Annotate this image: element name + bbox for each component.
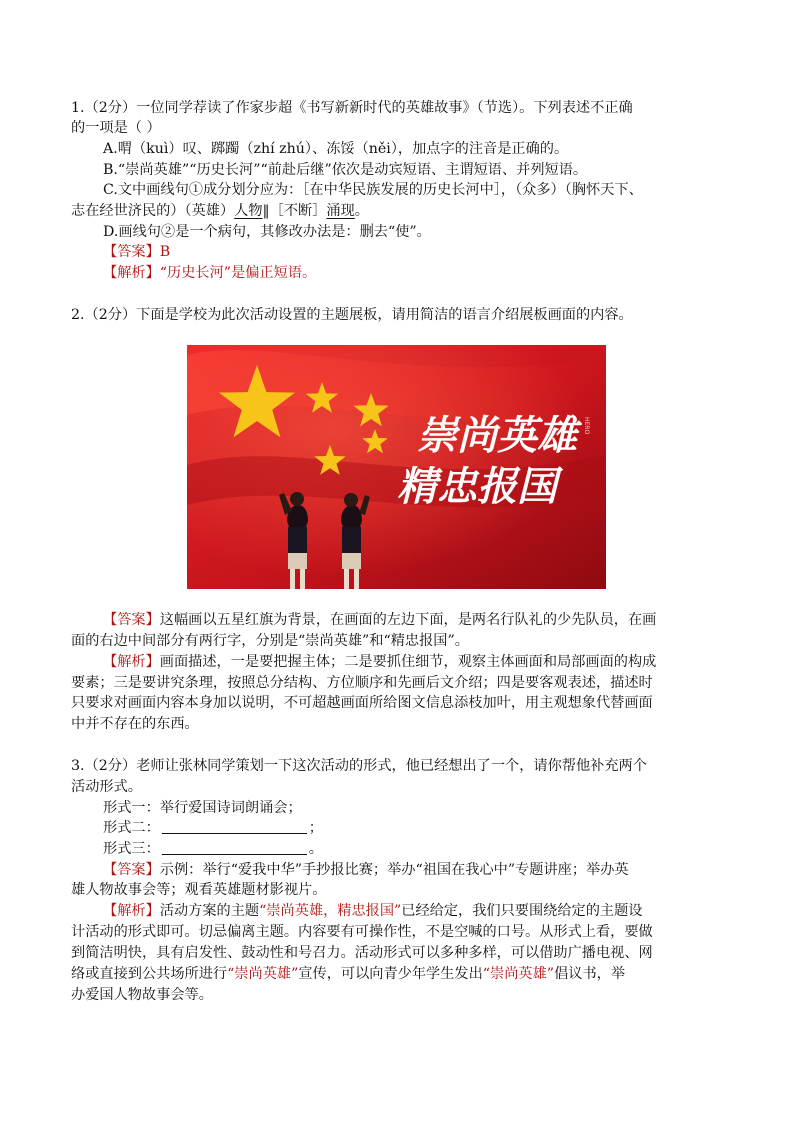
- q1-option-c-underlined-subject: 人物: [234, 203, 263, 219]
- q2-answer-line-2: 面的右边中间部分有两行字，分别是“崇尚英雄”和“精忠报国”。: [71, 633, 469, 649]
- q1-option-b: B.“崇尚英雄”“历史长河”“前赴后继”依次是动宾短语、主谓短语、并列短语。: [103, 162, 588, 178]
- q1-analysis: [103, 263, 316, 283]
- q3-form-3-end: 。: [308, 841, 323, 857]
- q1-answer: [103, 242, 170, 262]
- q3-analysis-line-5: 办爱国人物故事会等。: [71, 987, 213, 1003]
- q2-stem: 2.（2分）下面是学校为此次活动设置的主题展板，请用简洁的语言介绍展板画面的内容。: [71, 307, 633, 323]
- q3-analysis-tag: 【解析】: [103, 903, 160, 919]
- q2-answer-tag: 【答案】: [103, 612, 160, 628]
- poster-slogan-2: 精忠报国: [397, 463, 557, 510]
- q1-option-c-text-c: ‖［不断］: [262, 203, 327, 219]
- q1-stem-line-1: 1.（2分）一位同学荐读了作家步超《书写新新时代的英雄故事》（节选）。下列表述不正确: [71, 100, 633, 116]
- q3-analysis-text-1a: 活动方案的主题: [159, 903, 260, 919]
- q3-form-3: [103, 839, 323, 859]
- q1-option-d: D.画线句②是一个病句，其修改办法是：删去“使”。: [103, 224, 431, 240]
- q3-answer-text-1: 示例：举行“爱我中华”手抄报比赛；举办“祖国在我心中”专题讲座；举办英: [159, 862, 629, 878]
- q2-answer-text-1: 这幅画以五星红旗为背景，在画面的左边下面，是两名行队礼的少先队员，在画: [159, 612, 657, 628]
- q2-answer-line-1: [103, 610, 656, 630]
- q3-form-2-blank[interactable]: [162, 818, 307, 834]
- q1-answer-tag: 【答案】: [103, 244, 160, 260]
- poster-slogan-1: 崇尚英雄: [417, 412, 577, 459]
- q3-analysis-highlight-theme: “崇尚英雄，精忠报国”: [259, 903, 402, 919]
- q1-stem-line-2: 的一项是（ ）: [71, 120, 161, 136]
- q3-form-3-blank[interactable]: [162, 839, 307, 855]
- q2-analysis-tag: 【解析】: [103, 654, 160, 670]
- q3-stem-line-1: 3.（2分）老师让张林同学策划一下这次活动的形式，他已经想出了一个，请你帮他补充两个: [71, 758, 647, 774]
- q3-analysis-text-4e: 倡议书，举: [554, 966, 626, 982]
- q2-analysis-line-2: 要素；三是要讲究条理，按照总分结构、方位顺序和先画后文介绍；四是要客观表述，描述时: [71, 675, 653, 691]
- q1-analysis-text: “历史长河”是偏正短语。: [159, 265, 317, 281]
- q3-analysis-line-2: 计活动的形式即可。切忌偏离主题。内容要有可操作性，不是空喊的口号。从形式上看，要做: [71, 924, 653, 940]
- q3-stem-line-2: 活动形式。: [71, 779, 142, 795]
- q3-analysis-text-4a: 络或直接到公共场所进行: [71, 966, 228, 982]
- q3-analysis-line-1: [103, 901, 643, 921]
- q3-answer-line-1: [103, 860, 629, 880]
- q1-answer-value: B: [159, 244, 171, 260]
- q3-form-1: 形式一：举行爱国诗词朗诵会；: [103, 800, 302, 816]
- q3-analysis-line-4: [71, 964, 625, 984]
- q3-analysis-highlight-2: “崇尚英雄”: [482, 966, 555, 982]
- q1-option-a: A.喟（kuì）叹、踯躅（zhí zhú）、冻馁（něi），加点字的注音是正确的。: [103, 141, 569, 157]
- q1-option-c-text-a: 志在经世济民的）（英雄）: [71, 203, 235, 219]
- q3-analysis-text-1c: 已经给定，我们只要围绕给定的主题设: [401, 903, 643, 919]
- q1-option-c-underlined-predicate: 涌现: [326, 203, 355, 219]
- q3-answer-tag: 【答案】: [103, 862, 160, 878]
- q3-form-3-label: 形式三：: [103, 841, 160, 857]
- q2-analysis-text-1: 画面描述，一是要把握主体；二是要抓住细节，观察主体画面和局部画面的构成: [159, 654, 657, 670]
- q3-form-2-end: ；: [308, 820, 323, 836]
- q2-analysis-line-3: 只要求对画面内容本身加以说明，不可超越画面所给图文信息添枝加叶，用主观想象代替画面: [71, 695, 653, 711]
- q3-analysis-text-4c: 宣传，可以向青少年学生发出: [298, 966, 483, 982]
- q1-option-c-line-2: [71, 201, 369, 221]
- q3-analysis-highlight-1: “崇尚英雄”: [227, 966, 299, 982]
- theme-poster-image: [187, 345, 606, 589]
- q1-option-c-text-e: 。: [354, 203, 369, 219]
- q3-form-2-label: 形式二：: [103, 820, 160, 836]
- q3-analysis-line-3: 到简洁明快，具有启发性、鼓动性和号召力。活动形式可以多种多样，可以借助广播电视、网: [71, 945, 653, 961]
- q2-analysis-line-4: 中并不存在的东西。: [71, 716, 199, 732]
- poster-hero-mark: HERO: [583, 417, 590, 435]
- q1-option-c-line-1: C.文中画线句①成分划分应为：［在中华民族发展的历史长河中］，（众多）（胸怀天下、: [103, 182, 643, 198]
- q1-analysis-tag: 【解析】: [103, 265, 160, 281]
- q3-form-2: [103, 818, 323, 838]
- q3-answer-line-2: 雄人物故事会等；观看英雄题材影视片。: [71, 882, 327, 898]
- q2-analysis-line-1: [103, 652, 656, 672]
